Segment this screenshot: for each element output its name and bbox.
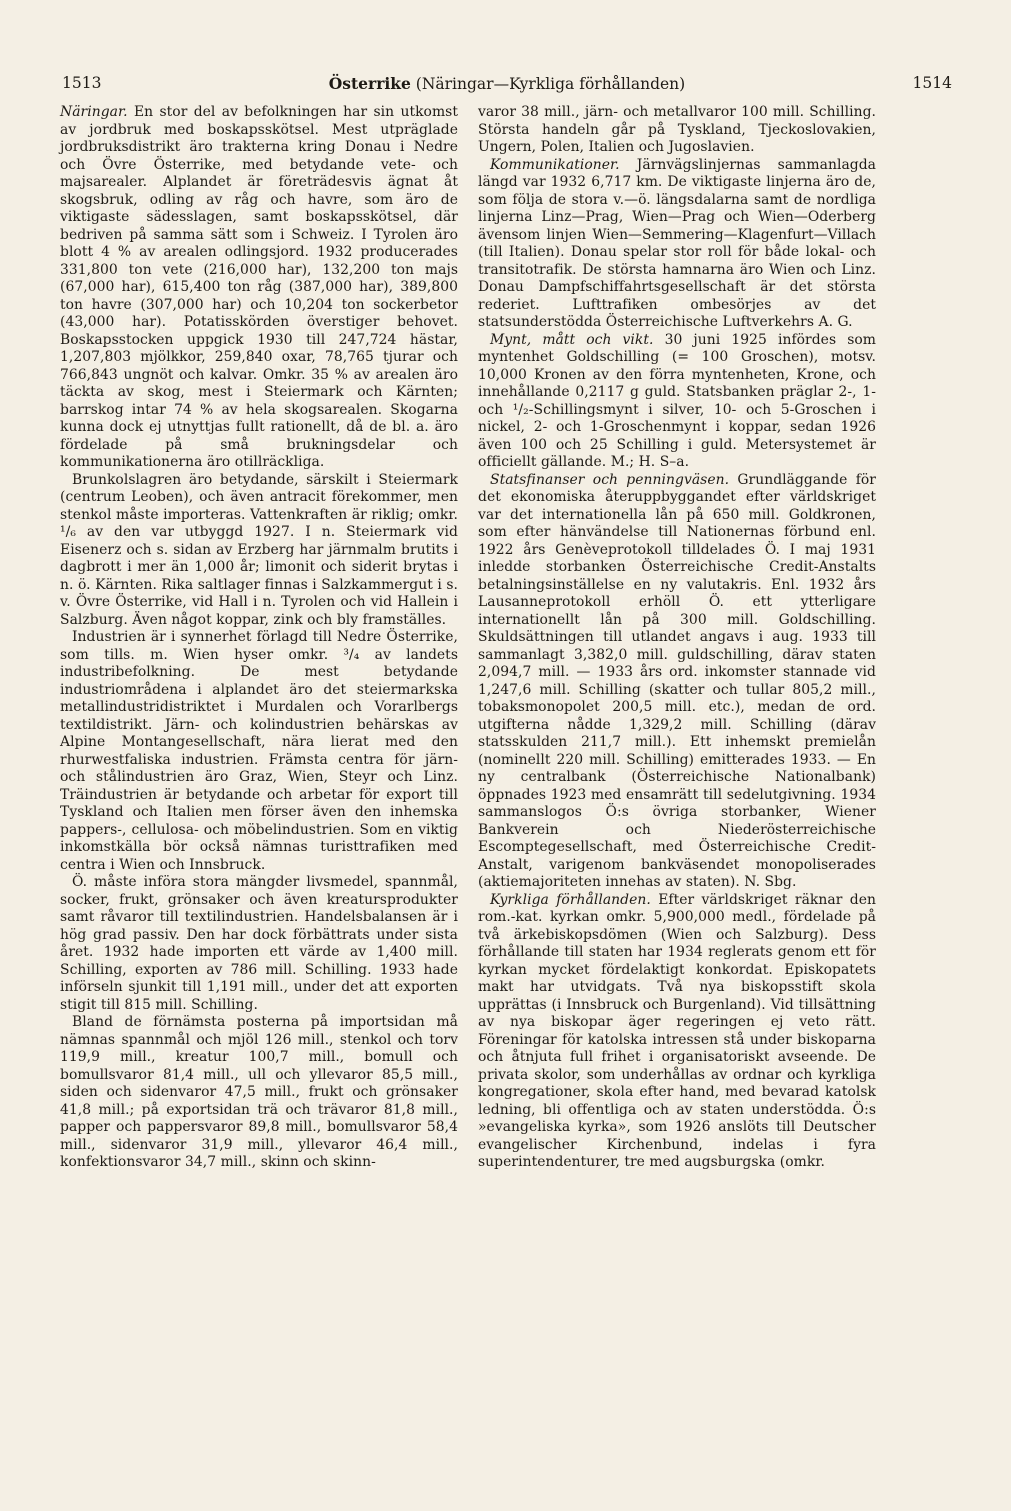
section-heading: Kyrkliga förhållanden.: [490, 891, 651, 908]
right-column: [478, 104, 876, 1172]
paragraph: [478, 104, 876, 157]
running-title-sub: (Näringar—Kyrkliga förhållanden): [410, 75, 686, 93]
paragraph: [60, 874, 458, 1014]
page-number-left: 1513: [62, 74, 102, 92]
paragraph-text: Ö. måste införa stora mängder livsmedel, spannmål, socker, frukt, grönsaker och även kreatursprodukter samt råvaror till textilindustrien. Handelsbalansen är i hög grad passiv. Den har dock förbättrats under sista året. 1932 hade importen ett värde av 1,400 mill. Schilling, exporten av 786 mill. Schilling. 1933 hade införseln sjunkit till 1,191 mill., under det att exporten stigit till 815 mill. Schilling.: [60, 874, 458, 1013]
paragraph-text: Efter världskriget räknar den rom.-kat. kyrkan omkr. 5,900,000 medl., fördelade på två ärkebiskopsdömen (Wien och Salzburg). Dess förhållande till staten har 1934 reglerats genom ett för kyrkan mycket fördelaktigt konkordat. Episkopatets makt har utvidgats. Två nya biskopsstift skola upprättas (i Innsbruck och Burgenland). Vid tillsättning av nya biskopar äger regeringen ej veto rätt. Föreningar för katolska intressen stå under biskoparna och åtnjuta full frihet i organisatoriskt avseende. De privata skolor, som underhållas av ordnar och kyrkliga kongregationer, skola efter hand, med bevarad katolsk ledning, bli offentliga och av staten understödda. Ö:s »evangeliska kyrka», som 1926 anslöts till Deutscher evangelischer Kirchenbund, indelas i fyra superintendenturer, tre med augsburgska (omkr.: [478, 891, 876, 1170]
paragraph: [60, 104, 458, 472]
section-heading: Mynt, mått och vikt.: [490, 331, 654, 348]
paragraph: [478, 332, 876, 472]
running-title-main: Österrike: [328, 74, 411, 93]
page-header: [62, 74, 952, 96]
paragraph: [60, 629, 458, 874]
paragraph-text: 30 juni 1925 infördes som myntenhet Goldschilling (= 100 Groschen), motsv. 10,000 Kronen av den förra myntenheten, Krone, och innehållande 0,2117 g guld. Statsbanken präglar 2-, 1- och ¹/₂-Schillingsmynt i silver, 10- och 5-Groschen i nickel, 2- och 1-Groschenmynt i koppar, sedan 1926 även 100 och 25 Schilling i guld. Metersystemet är officiellt gällande. M.; H. S–a.: [478, 331, 877, 470]
paragraph-text: Brunkolslagren äro betydande, särskilt i Steiermark (centrum Leoben), och även antracit förekommer, men stenkol måste importeras. Vattenkraften är riklig; omkr. ¹/₆ av den var utbyggd 1927. I n. Steiermark vid Eisenerz och s. sidan av Erzberg har järnmalm brutits i dagbrott i mer än 1,000 år; limonit och siderit brytas i n. ö. Kärnten. Rika saltlager finnas i Salzkammergut i s. v. Övre Österrike, vid Hall i n. Tyrolen och vid Hallein i Salzburg. Även något koppar, zink och bly framställes.: [60, 471, 458, 628]
running-title: [62, 74, 952, 93]
paragraph: [478, 892, 876, 1172]
paragraph-text: Bland de förnämsta posterna på importsidan må nämnas spannmål och mjöl 126 mill., stenkol och torv 119,9 mill., kreatur 100,7 mill., bomull och bomullsvaror 81,4 mill., ull och yllevaror 85,5 mill., siden och sidenvaror 47,5 mill., frukt och grönsaker 41,8 mill.; på exportsidan trä och trävaror 81,8 mill., papper och pappersvaror 89,8 mill., bomullsvaror 58,4 mill., sidenvaror 31,9 mill., yllevaror 46,4 mill., konfektionsvaror 34,7 mill., skinn och skinn-: [60, 1014, 458, 1170]
paragraph-text: Järnvägslinjernas sammanlagda längd var 1932 6,717 km. De viktigaste linjerna äro de, som följa de stora v.—ö. längsdalarna samt de nordliga linjerna Linz—Prag, Wien—Prag och Wien—Oderberg ävensom linjen Wien—Semmering—Klagenfurt—Villach (till Italien). Donau spelar stor roll för både lokal- och transitotrafik. De största hamnarna äro Wien och Linz. Donau Dampfschiffahrtsgesellschaft är det största rederiet. Lufttrafiken ombesörjes av det statsunderstödda Österreichische Luftverkehrs A. G.: [478, 156, 876, 330]
paragraph: [478, 472, 876, 892]
left-column: [60, 104, 458, 1172]
paragraph: [478, 157, 876, 332]
section-heading: Kommunikationer.: [490, 156, 620, 173]
paragraph: [60, 1014, 458, 1172]
section-heading: Statsfinanser och penningväsen.: [490, 471, 730, 488]
paragraph: [60, 472, 458, 630]
paragraph-text: varor 38 mill., järn- och metallvaror 100 mill. Schilling. Största handeln går på Tyskland, Tjeckoslovakien, Ungern, Polen, Italien och Jugoslavien.: [478, 104, 876, 155]
page-number-right: 1514: [912, 74, 952, 92]
paragraph-text: En stor del av befolkningen har sin utkomst av jordbruk med boskapsskötsel. Mest utpräglade jordbruksdistrikt äro trakterna kring Donau i Nedre och Övre Österrike, med betydande vete- och majsarealer. Alplandet är företrädesvis ägnat åt skogsbruk, odling av råg och havre, som äro de viktigaste sädesslagen, samt boskapsskötsel, där bedriven på samma sätt som i Schweiz. I Tyrolen äro blott 4 % av arealen odlingsjord. 1932 producerades 331,800 ton vete (216,000 har), 132,200 ton majs (67,000 har), 615,400 ton råg (387,000 har), 389,800 ton havre (307,000 har) och 10,204 ton sockerbetor (43,000 har). Potatisskörden överstiger behovet. Boskapsstocken uppgick 1930 till 247,724 hästar, 1,207,803 mjölkkor, 259,840 oxar, 78,765 tjurar och 766,843 ungnöt och kalvar. Omkr. 35 % av arealen äro täckta av skog, mest i Steiermark och Kärnten; barrskog intar 74 % av hela skogsarealen. Skogarna kunna dock ej utnyttjas fullt rationellt, då de bl. a. äro fördelade på små brukningsdelar och kommunikationerna äro otillräckliga.: [60, 104, 458, 470]
section-heading: Näringar.: [60, 104, 128, 120]
paragraph-text: Industrien är i synnerhet förlagd till Nedre Österrike, som tills. m. Wien hyser omkr. ³/₄ av landets industribefolkning. De mest betydande industriområdena i alplandet äro det steiermarkska metallindustridistriktet i Murdalen och Vorarlbergs textildistrikt. Järn- och kolindustrien behärskas av Alpine Montangesellschaft, nära lierat med den rhurwestfaliska industrien. Främsta centra för järn- och stålindustrien äro Graz, Wien, Steyr och Linz. Träindustrien är betydande och arbetar för export till Tyskland och Italien men förser även den inhemska pappers-, cellulosa- och möbelindustrien. Som en viktig inkomstkälla bör också nämnas turisttrafiken med centra i Wien och Innsbruck.: [60, 629, 458, 873]
paragraph-text: Grundläggande för det ekonomiska återuppbyggandet efter världskriget var det internationella lån på 650 mill. Goldkronen, som efter hänvändelse till Nationernas förbund enl. 1922 års Genèveprotokoll tilldelades Ö. I maj 1931 inledde storbanken Österreichische Credit-Anstalts betalningsinställelse en ny valutakris. Enl. 1932 års Lausanneprotokoll erhöll Ö. ett ytterligare internationellt lån på 300 mill. Goldschilling. Skuldsättningen till utlandet angavs i aug. 1933 till sammanlagt 3,382,0 mill. guldschilling, därav staten 2,094,7 mill. — 1933 års ord. inkomster stannade vid 1,247,6 mill. Schilling (skatter och tullar 805,2 mill., tobaksmonopolet 200,5 mill. etc.), medan de ord. utgifterna nådde 1,329,2 mill. Schilling (därav statsskulden 211,7 mill.). Ett inhemskt premielån (nominellt 220 mill. Schilling) emitterades 1933. — En ny centralbank (Österreichische Nationalbank) öppnades 1923 med ensamrätt till sedelutgivning. 1934 sammanslogos Ö:s övriga storbanker, Wiener Bankverein och Niederösterreichische Escomptegesellschaft, med Österreichische Credit-Anstalt, varigenom bankväsendet monopoliserades (aktiemajoriteten innehas av staten). N. Sbg.: [478, 471, 876, 890]
